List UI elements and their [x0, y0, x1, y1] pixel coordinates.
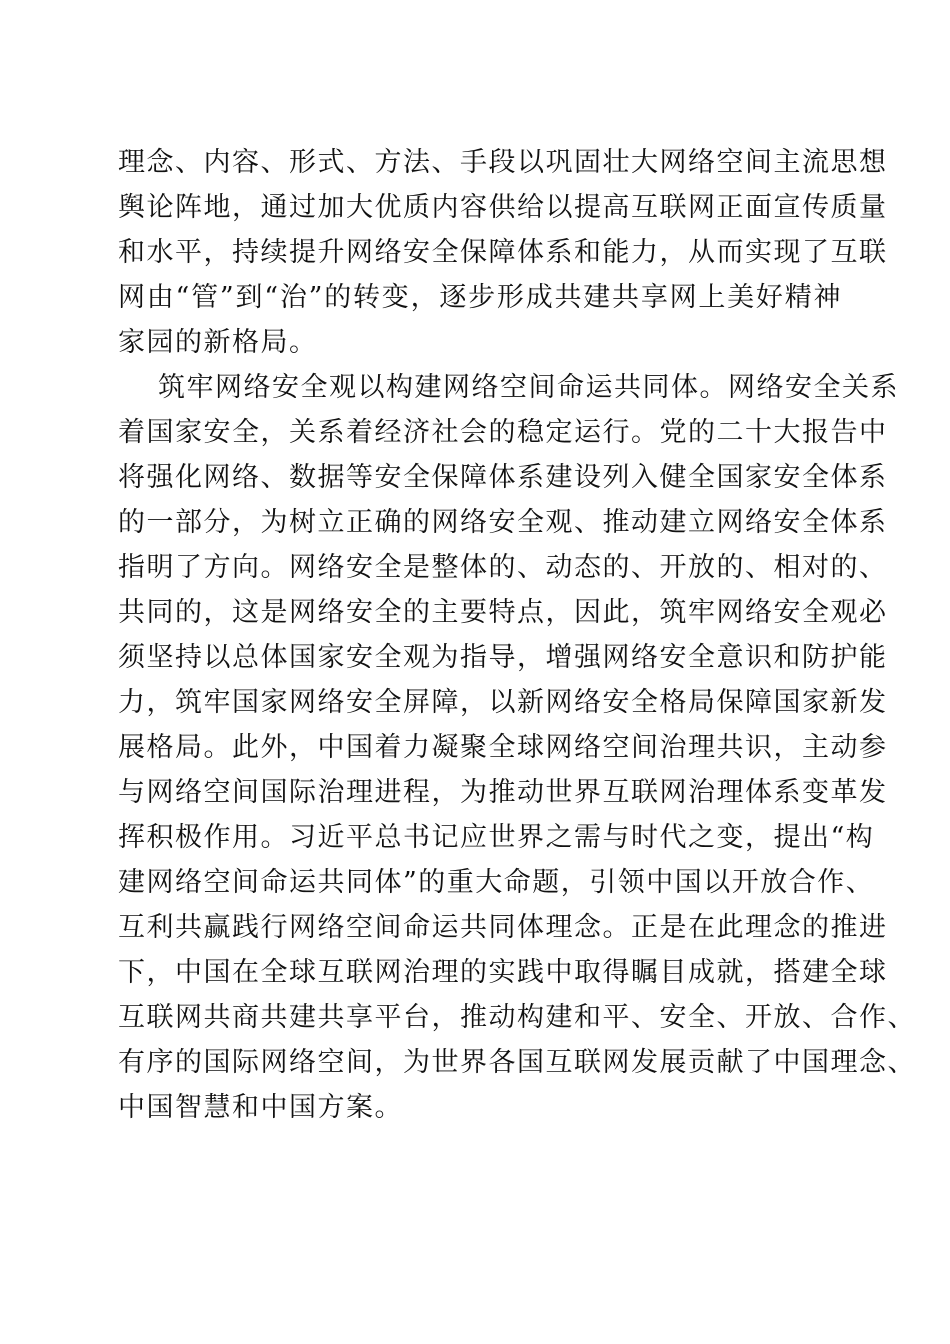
text-line: 指明了方向。网络安全是整体的、动态的、开放的、相对的、	[118, 552, 888, 583]
text-line: 家园的新格局。	[118, 327, 318, 358]
body-text	[118, 140, 916, 1130]
text-line: 互利共赢践行网络空间命运共同体理念。正是在此理念的推进	[118, 912, 888, 943]
text-line: 着国家安全，关系着经济社会的稳定运行。党的二十大报告中	[118, 417, 888, 448]
text-line: 力，筑牢国家网络安全屏障，以新网络安全格局保障国家新发	[118, 687, 888, 718]
text-line: 共同的，这是网络安全的主要特点，因此，筑牢网络安全观必	[118, 597, 888, 628]
paragraph-2	[118, 365, 916, 1130]
text-line: 挥积极作用。习近平总书记应世界之需与时代之变，提出“构	[118, 822, 875, 853]
text-line: 展格局。此外，中国着力凝聚全球网络空间治理共识，主动参	[118, 732, 888, 763]
text-line: 和水平，持续提升网络安全保障体系和能力，从而实现了互联	[118, 237, 888, 268]
text-line: 舆论阵地，通过加大优质内容供给以提高互联网正面宣传质量	[118, 192, 888, 223]
text-line: 筑牢网络安全观以构建网络空间命运共同体。网络安全关系	[158, 372, 899, 403]
text-line: 建网络空间命运共同体”的重大命题，引领中国以开放合作、	[118, 867, 875, 898]
paragraph-1	[118, 140, 888, 365]
text-line: 网由“管”到“治”的转变，逐步形成共建共享网上美好精神	[118, 282, 842, 313]
text-line: 将强化网络、数据等安全保障体系建设列入健全国家安全体系	[118, 462, 888, 493]
text-line: 中国智慧和中国方案。	[118, 1092, 403, 1123]
text-line: 须坚持以总体国家安全观为指导，增强网络安全意识和防护能	[118, 642, 888, 673]
text-line: 理念、内容、形式、方法、手段以巩固壮大网络空间主流思想	[118, 147, 888, 178]
text-line: 的一部分，为树立正确的网络安全观、推动建立网络安全体系	[118, 507, 888, 538]
text-line: 有序的国际网络空间，为世界各国互联网发展贡献了中国理念、	[118, 1047, 916, 1078]
text-line: 与网络空间国际治理进程，为推动世界互联网治理体系变革发	[118, 777, 888, 808]
text-line: 下，中国在全球互联网治理的实践中取得瞩目成就，搭建全球	[118, 957, 888, 988]
text-line: 互联网共商共建共享平台，推动构建和平、安全、开放、合作、	[118, 1002, 916, 1033]
